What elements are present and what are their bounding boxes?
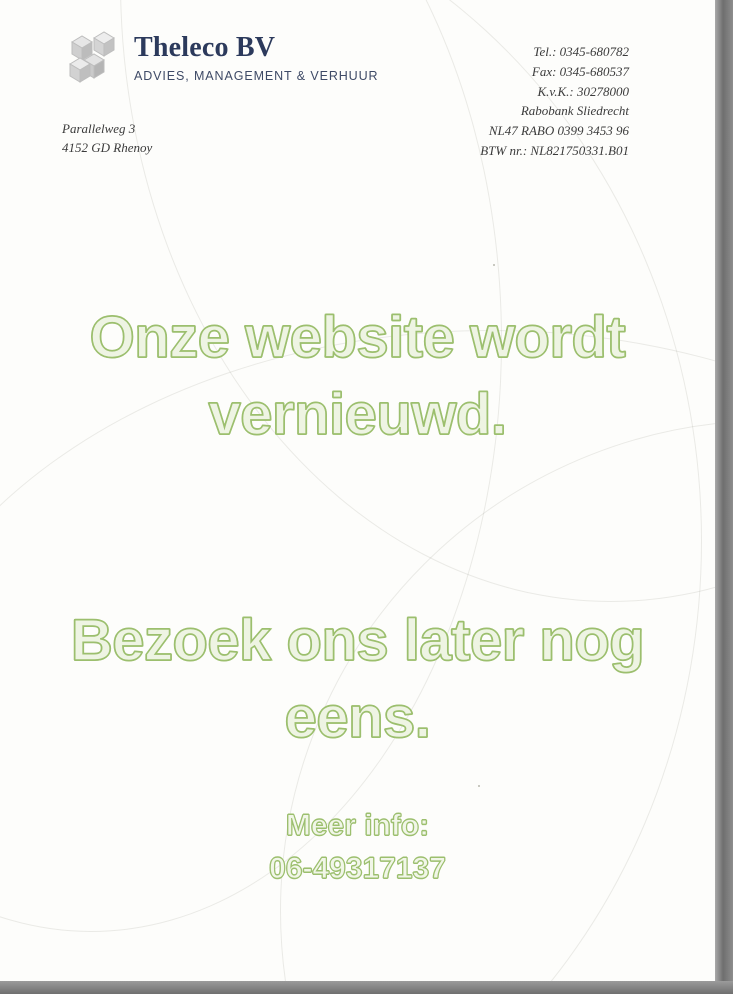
announcement-block (0, 300, 715, 756)
headline-line-3: Bezoek ons later nog (70, 608, 645, 674)
address-city: 4152 GD Rhenoy (62, 139, 153, 155)
contact-block (480, 42, 629, 161)
headline-line-4: eens. (284, 684, 431, 750)
contact-btw: BTW nr.: NL821750331.B01 (480, 142, 629, 158)
cube-logo-icon (62, 28, 124, 90)
address-block (62, 120, 152, 158)
contact-kvk: K.v.K.: 30278000 (537, 83, 629, 99)
company-logo-block (62, 28, 378, 90)
scan-edge-right (715, 0, 733, 994)
headline-line-1: Onze website wordt (89, 305, 626, 370)
scan-speck (493, 264, 495, 266)
brand-text (134, 28, 378, 83)
contact-fax: Fax: 0345-680537 (531, 63, 629, 79)
letterhead (0, 0, 715, 180)
contact-iban: NL47 RABO 0399 3453 96 (488, 123, 629, 138)
contact-tel: Tel.: 0345-680782 (533, 44, 629, 59)
contact-bank: Rabobank Sliedrecht (520, 103, 629, 119)
scan-speck (478, 785, 480, 787)
scan-edge-bottom (0, 981, 733, 994)
more-info-block (0, 805, 715, 890)
address-street: Parallelweg 3 (62, 121, 136, 136)
company-tagline: ADVIES, MANAGEMENT & VERHUUR (134, 69, 379, 83)
more-info-label: Meer info: (285, 809, 430, 842)
company-name: Theleco BV (134, 32, 276, 63)
headline-line-2: vernieuwd. (208, 381, 507, 447)
more-info-phone: 06-49317137 (269, 851, 446, 885)
